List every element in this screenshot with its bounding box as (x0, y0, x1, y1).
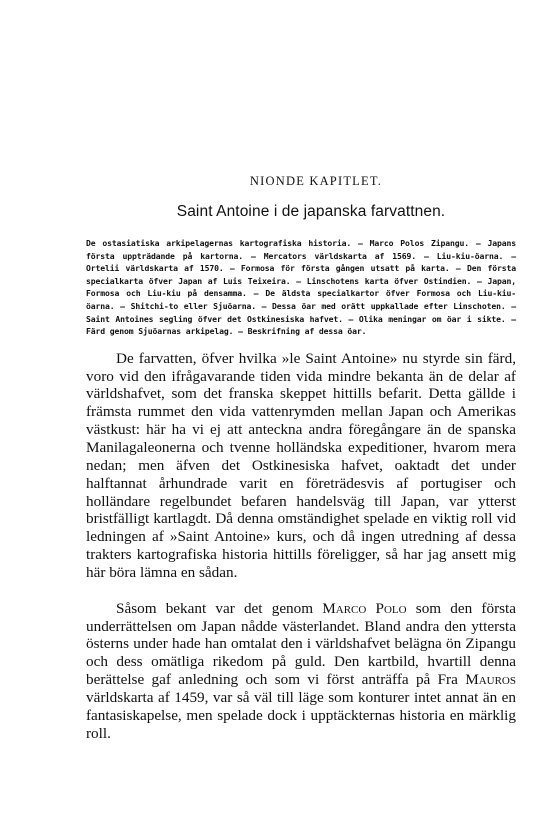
body-paragraph-1: De farvatten, öfver hvilka »le Saint Antoine» nu styrde sin färd, voro vid den ifrågavarande tiden vida mindre bekanta än de delar af världshafvet, som det franska skeppet hittills befarit. Detta gällde i främsta rummet den vida vattenrymden mellan Japan och Amerikas västkust: här ha vi ej att anteckna andra föregångare än de spanska Manilagaleonerna och tvenne holländska expeditioner, hvarom mera nedan; men äfven det Ostkinesiska hafvet, oaktadt det under halftannat århundrade varit en företrädesvis af portugiser och holländare regelbundet befaren handelsväg till Japan, var ytterst bristfälligt kartlagdt. Då denna omständighet spelade en viktig roll vid ledningen af »Saint Antoine» kurs, och då ingen utredning af dessa trakters kartografiska historia hittills föreligger, så har jag ansett mig här böra lämna en sådan. (86, 349, 516, 581)
body-paragraph-2 (86, 600, 516, 743)
book-page (86, 174, 516, 742)
paragraph-text: Såsom bekant var det genom (116, 599, 323, 617)
person-name-mauro: Mauros (465, 671, 516, 689)
chapter-summary: De ostasiatiska arkipelagernas kartografiska historia. — Marco Polos Zipangu. — Japans första uppträdande på kartorna. — Mercators världskarta af 1569. — Liu-kiu-öarna. — Ortelii världskarta af 1570. — Formosa för första gången utsatt på karta. — Den första specialkarta öfver Japan af Luis Teixeira. — Linschotens karta öfver Ostindien. — Japan, Formosa och Liu-kiu på densamma. — De äldsta specialkartor öfver Formosa och Liu-kiu-öarna. — Shitchi-to eller Sjuöarna. — Dessa öar med orätt uppkallade efter Linschoten. — Saint Antoines segling öfver det Ostkinesiska hafvet. — Olika meningar om öar i sikte. — Färd genom Sjuöarnas arkipelag. — Beskrifning af dessa öar. (86, 238, 516, 337)
paragraph-text: världskarta af 1459, var så väl till läge som konturer intet annat än en fantasiskapelse, men spelade dock i upptäckternas historia en märklig roll. (86, 688, 516, 742)
chapter-title: Saint Antoine i de japanska farvattnen. (176, 203, 446, 220)
person-name-marco-polo: Marco Polo (322, 599, 407, 617)
chapter-number: NIONDE KAPITLET. (249, 174, 383, 188)
paragraph-text: som den första underrättelsen om Japan nådde västerlandet. Bland andra den yttersta österns under hade han omtalat den i världshafvet belägna ön Zipangu och dess omätliga rikedom på guld. Den kartbild, hvartill denna berättelse gaf anledning och som vi först anträffa på Fra (86, 599, 517, 689)
